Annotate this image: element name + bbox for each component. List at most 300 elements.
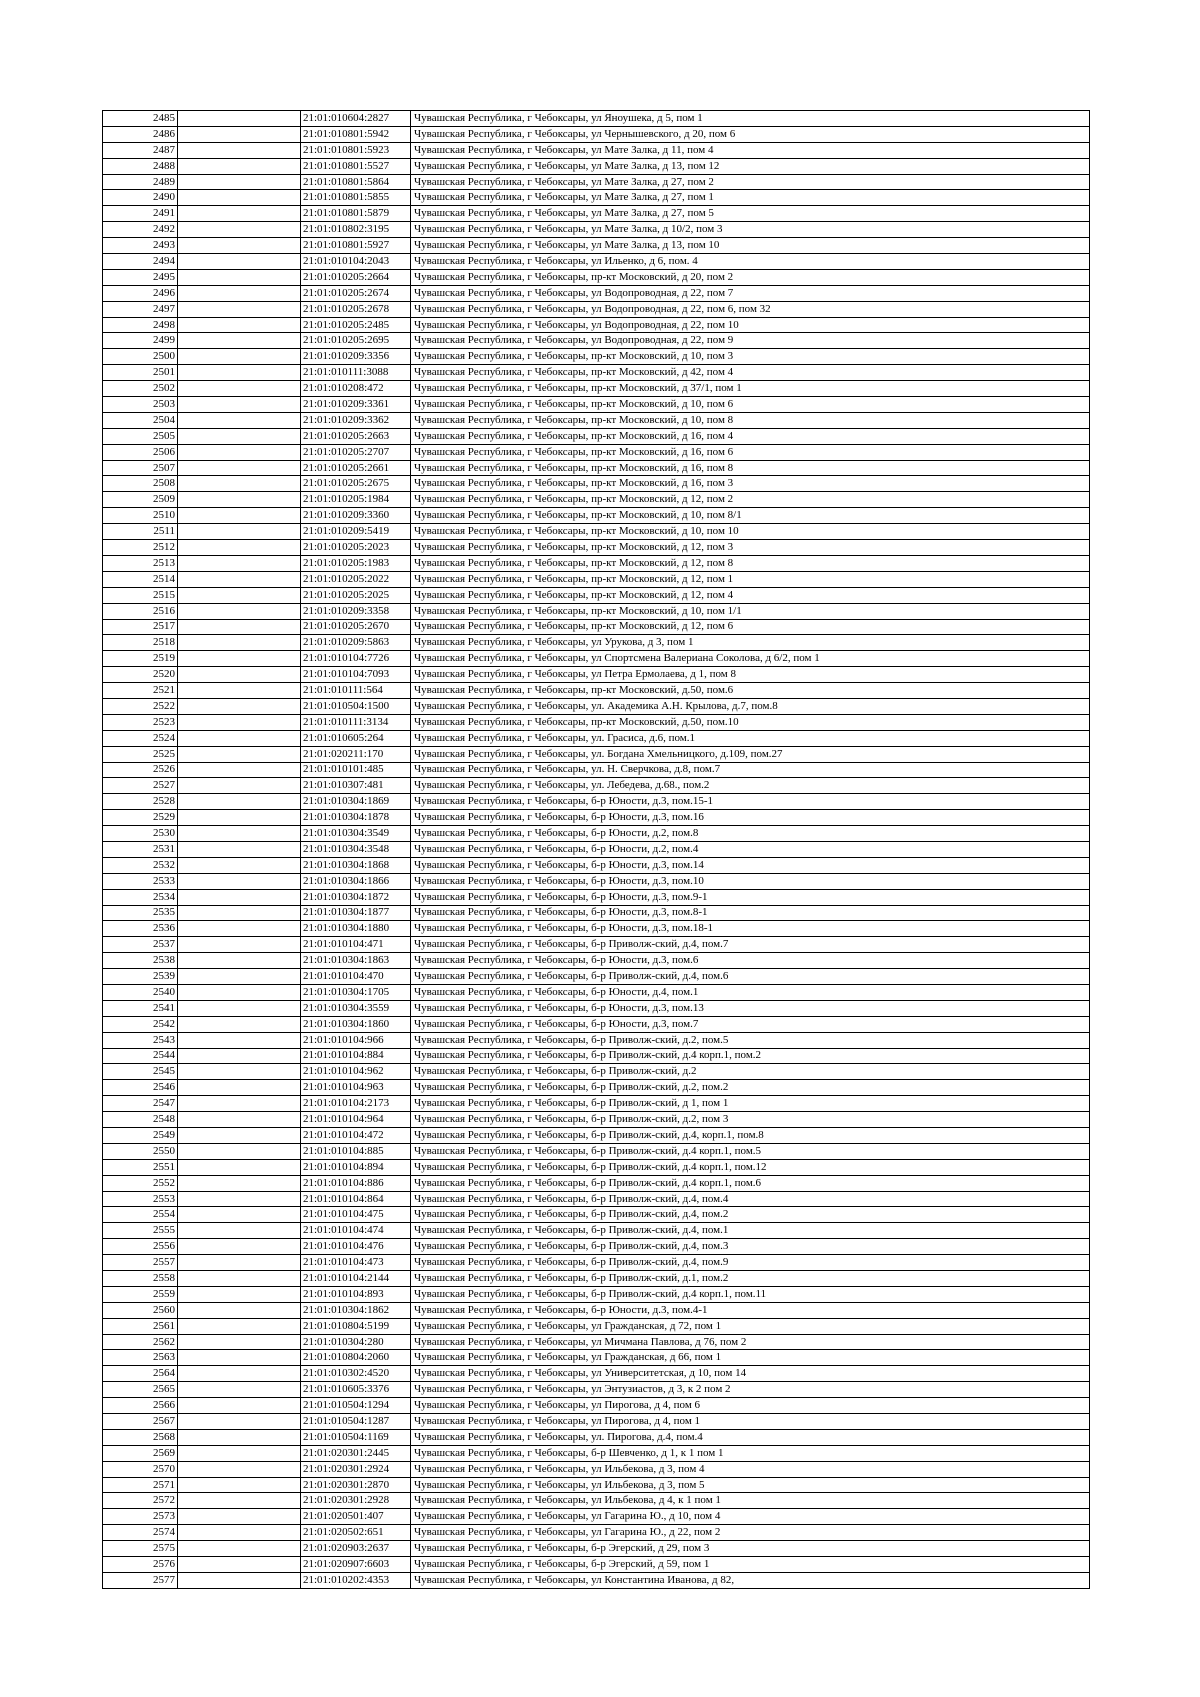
address-cell: Чувашская Республика, г Чебоксары, б-р Эгерский, д 59, пом 1	[411, 1557, 1090, 1573]
cadastral-number-cell: 21:01:020502:651	[301, 1525, 411, 1541]
row-number-cell: 2534	[103, 889, 178, 905]
address-cell: Чувашская Республика, г Чебоксары, ул. Грасиса, д.6, пом.1	[411, 730, 1090, 746]
address-cell: Чувашская Республика, г Чебоксары, ул Мате Залка, д 27, пом 1	[411, 190, 1090, 206]
address-cell: Чувашская Республика, г Чебоксары, пр-кт Московский, д 20, пом 2	[411, 269, 1090, 285]
address-cell: Чувашская Республика, г Чебоксары, пр-кт Московский, д 10, пом 6	[411, 397, 1090, 413]
registry-table-body	[103, 111, 1090, 1589]
blank-cell	[178, 714, 301, 730]
blank-cell	[178, 810, 301, 826]
blank-cell	[178, 762, 301, 778]
cadastral-number-cell: 21:01:010104:864	[301, 1191, 411, 1207]
row-number-cell: 2576	[103, 1557, 178, 1573]
address-cell: Чувашская Республика, г Чебоксары, пр-кт Московский, д 16, пом 3	[411, 476, 1090, 492]
table-row	[103, 826, 1090, 842]
cadastral-number-cell: 21:01:010209:5419	[301, 524, 411, 540]
row-number-cell: 2538	[103, 953, 178, 969]
table-row	[103, 1414, 1090, 1430]
row-number-cell: 2515	[103, 587, 178, 603]
table-row	[103, 524, 1090, 540]
table-row	[103, 269, 1090, 285]
row-number-cell: 2565	[103, 1382, 178, 1398]
table-row	[103, 1032, 1090, 1048]
row-number-cell: 2559	[103, 1286, 178, 1302]
cadastral-number-cell: 21:01:010205:2661	[301, 460, 411, 476]
cadastral-number-cell: 21:01:010801:5527	[301, 158, 411, 174]
blank-cell	[178, 142, 301, 158]
table-row	[103, 254, 1090, 270]
table-row	[103, 1239, 1090, 1255]
blank-cell	[178, 190, 301, 206]
address-cell: Чувашская Республика, г Чебоксары, б-р Приволж-ский, д.2, пом.5	[411, 1032, 1090, 1048]
blank-cell	[178, 269, 301, 285]
table-row	[103, 667, 1090, 683]
row-number-cell: 2506	[103, 444, 178, 460]
table-row	[103, 1429, 1090, 1445]
row-number-cell: 2570	[103, 1461, 178, 1477]
table-row	[103, 810, 1090, 826]
table-row	[103, 238, 1090, 254]
address-cell: Чувашская Республика, г Чебоксары, б-р Юности, д.3, пом.6	[411, 953, 1090, 969]
blank-cell	[178, 667, 301, 683]
cadastral-number-cell: 21:01:010801:5879	[301, 206, 411, 222]
cadastral-number-cell: 21:01:010205:2695	[301, 333, 411, 349]
row-number-cell: 2546	[103, 1080, 178, 1096]
address-cell: Чувашская Республика, г Чебоксары, ул Водопроводная, д 22, пом 6, пом 32	[411, 301, 1090, 317]
blank-cell	[178, 603, 301, 619]
blank-cell	[178, 1207, 301, 1223]
table-row	[103, 492, 1090, 508]
cadastral-number-cell: 21:01:010304:3559	[301, 1000, 411, 1016]
row-number-cell: 2526	[103, 762, 178, 778]
blank-cell	[178, 460, 301, 476]
address-cell: Чувашская Республика, г Чебоксары, ул Мате Залка, д 13, пом 10	[411, 238, 1090, 254]
row-number-cell: 2518	[103, 635, 178, 651]
table-row	[103, 746, 1090, 762]
cadastral-number-cell: 21:01:010205:2022	[301, 571, 411, 587]
table-row	[103, 1048, 1090, 1064]
address-cell: Чувашская Республика, г Чебоксары, ул. Н. Сверчкова, д.8, пом.7	[411, 762, 1090, 778]
row-number-cell: 2493	[103, 238, 178, 254]
row-number-cell: 2556	[103, 1239, 178, 1255]
row-number-cell: 2548	[103, 1112, 178, 1128]
table-row	[103, 1509, 1090, 1525]
cadastral-number-cell: 21:01:010104:472	[301, 1128, 411, 1144]
cadastral-number-cell: 21:01:010104:476	[301, 1239, 411, 1255]
row-number-cell: 2514	[103, 571, 178, 587]
address-cell: Чувашская Республика, г Чебоксары, пр-кт Московский, д 16, пом 4	[411, 428, 1090, 444]
cadastral-number-cell: 21:01:010111:564	[301, 683, 411, 699]
row-number-cell: 2544	[103, 1048, 178, 1064]
blank-cell	[178, 1016, 301, 1032]
address-cell: Чувашская Республика, г Чебоксары, ул Урукова, д 3, пом 1	[411, 635, 1090, 651]
blank-cell	[178, 444, 301, 460]
address-cell: Чувашская Республика, г Чебоксары, пр-кт Московский, д 12, пом 3	[411, 540, 1090, 556]
address-cell: Чувашская Республика, г Чебоксары, ул Гагарина Ю., д 10, пом 4	[411, 1509, 1090, 1525]
table-row	[103, 905, 1090, 921]
blank-cell	[178, 778, 301, 794]
blank-cell	[178, 905, 301, 921]
table-row	[103, 1493, 1090, 1509]
table-row	[103, 1207, 1090, 1223]
row-number-cell: 2495	[103, 269, 178, 285]
cadastral-number-cell: 21:01:010205:2707	[301, 444, 411, 460]
row-number-cell: 2501	[103, 365, 178, 381]
row-number-cell: 2520	[103, 667, 178, 683]
table-row	[103, 540, 1090, 556]
cadastral-number-cell: 21:01:010205:2678	[301, 301, 411, 317]
blank-cell	[178, 1509, 301, 1525]
address-cell: Чувашская Республика, г Чебоксары, б-р Приволж-ский, д.2	[411, 1064, 1090, 1080]
row-number-cell: 2487	[103, 142, 178, 158]
row-number-cell: 2561	[103, 1318, 178, 1334]
address-cell: Чувашская Республика, г Чебоксары, б-р Приволж-ский, д.4 корп.1, пом.12	[411, 1159, 1090, 1175]
cadastral-number-cell: 21:01:010504:1169	[301, 1429, 411, 1445]
address-cell: Чувашская Республика, г Чебоксары, ул. Пирогова, д.4, пом.4	[411, 1429, 1090, 1445]
table-row	[103, 1557, 1090, 1573]
cadastral-number-cell: 21:01:010804:2060	[301, 1350, 411, 1366]
address-cell: Чувашская Республика, г Чебоксары, б-р Юности, д.3, пом.18-1	[411, 921, 1090, 937]
cadastral-number-cell: 21:01:010804:5199	[301, 1318, 411, 1334]
address-cell: Чувашская Республика, г Чебоксары, б-р Приволж-ский, д.1, пом.2	[411, 1271, 1090, 1287]
row-number-cell: 2539	[103, 969, 178, 985]
row-number-cell: 2500	[103, 349, 178, 365]
table-row	[103, 111, 1090, 127]
table-row	[103, 460, 1090, 476]
blank-cell	[178, 285, 301, 301]
table-row	[103, 1255, 1090, 1271]
address-cell: Чувашская Республика, г Чебоксары, б-р Юности, д.3, пом.4-1	[411, 1302, 1090, 1318]
blank-cell	[178, 508, 301, 524]
blank-cell	[178, 1064, 301, 1080]
blank-cell	[178, 1493, 301, 1509]
blank-cell	[178, 1143, 301, 1159]
row-number-cell: 2571	[103, 1477, 178, 1493]
address-cell: Чувашская Республика, г Чебоксары, б-р Шевченко, д 1, к 1 пом 1	[411, 1445, 1090, 1461]
table-row	[103, 158, 1090, 174]
blank-cell	[178, 174, 301, 190]
row-number-cell: 2575	[103, 1541, 178, 1557]
row-number-cell: 2554	[103, 1207, 178, 1223]
address-cell: Чувашская Республика, г Чебоксары, ул Чернышевского, д 20, пом 6	[411, 126, 1090, 142]
address-cell: Чувашская Республика, г Чебоксары, пр-кт Московский, д 10, пом 1/1	[411, 603, 1090, 619]
blank-cell	[178, 1398, 301, 1414]
blank-cell	[178, 397, 301, 413]
row-number-cell: 2490	[103, 190, 178, 206]
address-cell: Чувашская Республика, г Чебоксары, б-р Приволж-ский, д.4, пом.3	[411, 1239, 1090, 1255]
address-cell: Чувашская Республика, г Чебоксары, пр-кт Московский, д 12, пом 2	[411, 492, 1090, 508]
address-cell: Чувашская Республика, г Чебоксары, ул Мате Залка, д 13, пом 12	[411, 158, 1090, 174]
blank-cell	[178, 1128, 301, 1144]
table-row	[103, 873, 1090, 889]
table-row	[103, 1382, 1090, 1398]
blank-cell	[178, 1350, 301, 1366]
blank-cell	[178, 1382, 301, 1398]
row-number-cell: 2498	[103, 317, 178, 333]
blank-cell	[178, 1048, 301, 1064]
table-row	[103, 587, 1090, 603]
address-cell: Чувашская Республика, г Чебоксары, б-р Приволж-ский, д.4 корп.1, пом.11	[411, 1286, 1090, 1302]
blank-cell	[178, 1032, 301, 1048]
table-row	[103, 444, 1090, 460]
blank-cell	[178, 1223, 301, 1239]
blank-cell	[178, 412, 301, 428]
table-row	[103, 1016, 1090, 1032]
row-number-cell: 2509	[103, 492, 178, 508]
address-cell: Чувашская Республика, г Чебоксары, ул. Лебедева, д.68., пом.2	[411, 778, 1090, 794]
blank-cell	[178, 1429, 301, 1445]
cadastral-number-cell: 21:01:010304:1880	[301, 921, 411, 937]
row-number-cell: 2522	[103, 698, 178, 714]
blank-cell	[178, 1096, 301, 1112]
cadastral-number-cell: 21:01:010205:2670	[301, 619, 411, 635]
row-number-cell: 2494	[103, 254, 178, 270]
address-cell: Чувашская Республика, г Чебоксары, пр-кт Московский, д 12, пом 1	[411, 571, 1090, 587]
cadastral-number-cell: 21:01:010104:963	[301, 1080, 411, 1096]
table-row	[103, 603, 1090, 619]
address-cell: Чувашская Республика, г Чебоксары, ул Мате Залка, д 11, пом 4	[411, 142, 1090, 158]
address-cell: Чувашская Республика, г Чебоксары, ул Мате Залка, д 27, пом 2	[411, 174, 1090, 190]
cadastral-number-cell: 21:01:010304:1866	[301, 873, 411, 889]
blank-cell	[178, 1557, 301, 1573]
table-row	[103, 1477, 1090, 1493]
row-number-cell: 2557	[103, 1255, 178, 1271]
cadastral-number-cell: 21:01:010304:1863	[301, 953, 411, 969]
blank-cell	[178, 1191, 301, 1207]
table-row	[103, 571, 1090, 587]
table-row	[103, 1000, 1090, 1016]
table-row	[103, 381, 1090, 397]
table-row	[103, 174, 1090, 190]
cadastral-number-cell: 21:01:010801:5864	[301, 174, 411, 190]
cadastral-number-cell: 21:01:010205:1984	[301, 492, 411, 508]
blank-cell	[178, 206, 301, 222]
address-cell: Чувашская Республика, г Чебоксары, б-р Приволж-ский, д 1, пом 1	[411, 1096, 1090, 1112]
row-number-cell: 2530	[103, 826, 178, 842]
blank-cell	[178, 937, 301, 953]
table-row	[103, 1525, 1090, 1541]
row-number-cell: 2574	[103, 1525, 178, 1541]
blank-cell	[178, 1175, 301, 1191]
table-row	[103, 1334, 1090, 1350]
blank-cell	[178, 301, 301, 317]
blank-cell	[178, 381, 301, 397]
cadastral-number-cell: 21:01:020907:6603	[301, 1557, 411, 1573]
blank-cell	[178, 1366, 301, 1382]
cadastral-number-cell: 21:01:010304:1862	[301, 1302, 411, 1318]
row-number-cell: 2547	[103, 1096, 178, 1112]
table-row	[103, 317, 1090, 333]
blank-cell	[178, 1477, 301, 1493]
address-cell: Чувашская Республика, г Чебоксары, ул Гагарина Ю., д 22, пом 2	[411, 1525, 1090, 1541]
table-row	[103, 714, 1090, 730]
row-number-cell: 2505	[103, 428, 178, 444]
cadastral-number-cell: 21:01:020301:2924	[301, 1461, 411, 1477]
cadastral-number-cell: 21:01:010104:964	[301, 1112, 411, 1128]
table-row	[103, 1191, 1090, 1207]
blank-cell	[178, 524, 301, 540]
blank-cell	[178, 254, 301, 270]
address-cell: Чувашская Республика, г Чебоксары, б-р Приволж-ский, д.4 корп.1, пом.6	[411, 1175, 1090, 1191]
table-row	[103, 190, 1090, 206]
row-number-cell: 2529	[103, 810, 178, 826]
blank-cell	[178, 111, 301, 127]
cadastral-number-cell: 21:01:010205:1983	[301, 555, 411, 571]
row-number-cell: 2512	[103, 540, 178, 556]
table-row	[103, 1096, 1090, 1112]
address-cell: Чувашская Республика, г Чебоксары, б-р Приволж-ский, д.4, корп.1, пом.8	[411, 1128, 1090, 1144]
row-number-cell: 2550	[103, 1143, 178, 1159]
row-number-cell: 2558	[103, 1271, 178, 1287]
row-number-cell: 2569	[103, 1445, 178, 1461]
blank-cell	[178, 1414, 301, 1430]
address-cell: Чувашская Республика, г Чебоксары, ул Спортсмена Валериана Соколова, д 6/2, пом 1	[411, 651, 1090, 667]
row-number-cell: 2568	[103, 1429, 178, 1445]
address-cell: Чувашская Республика, г Чебоксары, ул Пирогова, д 4, пом 1	[411, 1414, 1090, 1430]
row-number-cell: 2542	[103, 1016, 178, 1032]
address-cell: Чувашская Республика, г Чебоксары, пр-кт Московский, д 37/1, пом 1	[411, 381, 1090, 397]
blank-cell	[178, 698, 301, 714]
address-cell: Чувашская Республика, г Чебоксары, б-р Приволж-ский, д.4, пом.1	[411, 1223, 1090, 1239]
address-cell: Чувашская Республика, г Чебоксары, пр-кт Московский, д 10, пом 8/1	[411, 508, 1090, 524]
row-number-cell: 2510	[103, 508, 178, 524]
address-cell: Чувашская Республика, г Чебоксары, пр-кт Московский, д 16, пом 6	[411, 444, 1090, 460]
blank-cell	[178, 1334, 301, 1350]
cadastral-number-cell: 21:01:010202:4353	[301, 1572, 411, 1588]
table-row	[103, 285, 1090, 301]
table-row	[103, 206, 1090, 222]
row-number-cell: 2563	[103, 1350, 178, 1366]
table-row	[103, 1366, 1090, 1382]
cadastral-number-cell: 21:01:010209:3361	[301, 397, 411, 413]
cadastral-number-cell: 21:01:010307:481	[301, 778, 411, 794]
blank-cell	[178, 1080, 301, 1096]
cadastral-number-cell: 21:01:020211:170	[301, 746, 411, 762]
table-row	[103, 1271, 1090, 1287]
row-number-cell: 2486	[103, 126, 178, 142]
address-cell: Чувашская Республика, г Чебоксары, ул Энтузиастов, д 3, к 2 пом 2	[411, 1382, 1090, 1398]
address-cell: Чувашская Республика, г Чебоксары, ул Пирогова, д 4, пом 6	[411, 1398, 1090, 1414]
cadastral-number-cell: 21:01:010304:1877	[301, 905, 411, 921]
blank-cell	[178, 1445, 301, 1461]
row-number-cell: 2553	[103, 1191, 178, 1207]
table-row	[103, 683, 1090, 699]
table-row	[103, 635, 1090, 651]
blank-cell	[178, 1461, 301, 1477]
table-row	[103, 412, 1090, 428]
table-row	[103, 889, 1090, 905]
address-cell: Чувашская Республика, г Чебоксары, б-р Приволж-ский, д.2, пом 3	[411, 1112, 1090, 1128]
address-cell: Чувашская Республика, г Чебоксары, ул Водопроводная, д 22, пом 10	[411, 317, 1090, 333]
row-number-cell: 2488	[103, 158, 178, 174]
blank-cell	[178, 365, 301, 381]
table-row	[103, 921, 1090, 937]
cadastral-number-cell: 21:01:010111:3134	[301, 714, 411, 730]
blank-cell	[178, 1159, 301, 1175]
address-cell: Чувашская Республика, г Чебоксары, ул Мате Залка, д 27, пом 5	[411, 206, 1090, 222]
table-row	[103, 937, 1090, 953]
blank-cell	[178, 1239, 301, 1255]
blank-cell	[178, 158, 301, 174]
row-number-cell: 2497	[103, 301, 178, 317]
row-number-cell: 2545	[103, 1064, 178, 1080]
address-cell: Чувашская Республика, г Чебоксары, ул Яноушека, д 5, пом 1	[411, 111, 1090, 127]
blank-cell	[178, 1525, 301, 1541]
address-cell: Чувашская Республика, г Чебоксары, б-р Юности, д.3, пом.7	[411, 1016, 1090, 1032]
cadastral-number-cell: 21:01:010104:474	[301, 1223, 411, 1239]
blank-cell	[178, 492, 301, 508]
cadastral-number-cell: 21:01:010208:472	[301, 381, 411, 397]
cadastral-number-cell: 21:01:010304:280	[301, 1334, 411, 1350]
row-number-cell: 2541	[103, 1000, 178, 1016]
row-number-cell: 2508	[103, 476, 178, 492]
blank-cell	[178, 1318, 301, 1334]
table-row	[103, 555, 1090, 571]
blank-cell	[178, 619, 301, 635]
address-cell: Чувашская Республика, г Чебоксары, б-р Юности, д.3, пом.14	[411, 857, 1090, 873]
blank-cell	[178, 921, 301, 937]
address-cell: Чувашская Республика, г Чебоксары, б-р Юности, д.3, пом.15-1	[411, 794, 1090, 810]
address-cell: Чувашская Республика, г Чебоксары, б-р Приволж-ский, д.4 корп.1, пом.5	[411, 1143, 1090, 1159]
cadastral-number-cell: 21:01:010205:2663	[301, 428, 411, 444]
table-row	[103, 1572, 1090, 1588]
row-number-cell: 2519	[103, 651, 178, 667]
address-cell: Чувашская Республика, г Чебоксары, ул Ильенко, д 6, пом. 4	[411, 254, 1090, 270]
table-row	[103, 142, 1090, 158]
cadastral-number-cell: 21:01:010209:3362	[301, 412, 411, 428]
table-row	[103, 1112, 1090, 1128]
cadastral-number-cell: 21:01:010104:886	[301, 1175, 411, 1191]
blank-cell	[178, 969, 301, 985]
cadastral-number-cell: 21:01:010104:966	[301, 1032, 411, 1048]
blank-cell	[178, 889, 301, 905]
cadastral-number-cell: 21:01:010605:264	[301, 730, 411, 746]
cadastral-number-cell: 21:01:020301:2445	[301, 1445, 411, 1461]
cadastral-number-cell: 21:01:010205:2674	[301, 285, 411, 301]
address-cell: Чувашская Республика, г Чебоксары, ул Водопроводная, д 22, пом 7	[411, 285, 1090, 301]
cadastral-number-cell: 21:01:010605:3376	[301, 1382, 411, 1398]
row-number-cell: 2536	[103, 921, 178, 937]
row-number-cell: 2540	[103, 984, 178, 1000]
blank-cell	[178, 794, 301, 810]
row-number-cell: 2560	[103, 1302, 178, 1318]
address-cell: Чувашская Республика, г Чебоксары, б-р Приволж-ский, д.4, пом.2	[411, 1207, 1090, 1223]
cadastral-number-cell: 21:01:010504:1500	[301, 698, 411, 714]
row-number-cell: 2528	[103, 794, 178, 810]
address-cell: Чувашская Республика, г Чебоксары, б-р Юности, д.3, пом.10	[411, 873, 1090, 889]
blank-cell	[178, 683, 301, 699]
address-cell: Чувашская Республика, г Чебоксары, ул Мате Залка, д 10/2, пом 3	[411, 222, 1090, 238]
blank-cell	[178, 476, 301, 492]
address-cell: Чувашская Республика, г Чебоксары, б-р Приволж-ский, д.4 корп.1, пом.2	[411, 1048, 1090, 1064]
cadastral-number-cell: 21:01:010104:473	[301, 1255, 411, 1271]
row-number-cell: 2492	[103, 222, 178, 238]
address-cell: Чувашская Республика, г Чебоксары, пр-кт Московский, д 12, пом 6	[411, 619, 1090, 635]
row-number-cell: 2573	[103, 1509, 178, 1525]
cadastral-number-cell: 21:01:010104:893	[301, 1286, 411, 1302]
cadastral-number-cell: 21:01:010802:3195	[301, 222, 411, 238]
blank-cell	[178, 841, 301, 857]
cadastral-number-cell: 21:01:010205:2023	[301, 540, 411, 556]
row-number-cell: 2551	[103, 1159, 178, 1175]
blank-cell	[178, 126, 301, 142]
address-cell: Чувашская Республика, г Чебоксары, пр-кт Московский, д 12, пом 8	[411, 555, 1090, 571]
table-row	[103, 508, 1090, 524]
blank-cell	[178, 238, 301, 254]
table-row	[103, 969, 1090, 985]
table-row	[103, 794, 1090, 810]
table-row	[103, 841, 1090, 857]
blank-cell	[178, 984, 301, 1000]
